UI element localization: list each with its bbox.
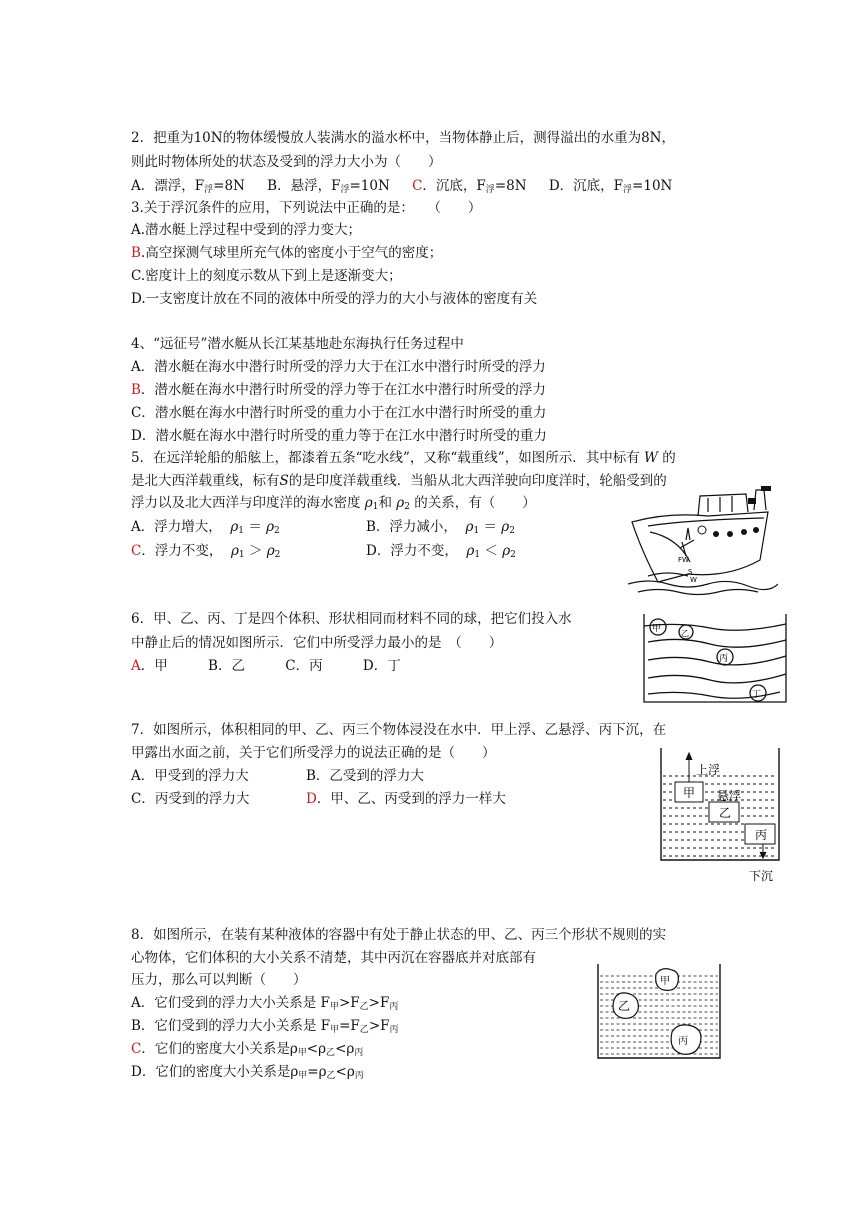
q8-option-b: B．它们受到的浮力大小关系是 $F_甲=F_乙>F_丙$	[131, 1018, 399, 1035]
q6-option-d: D．丁	[362, 658, 401, 674]
q4-option-a: A．潜水艇在海水中潜行时所受的浮力大于在江水中潜行时所受的浮力	[131, 359, 546, 375]
q6-stem-line2: 中静止后的情况如图所示．它们中所受浮力最小的是 （ ）	[131, 635, 503, 651]
q5-stem-line1: 5．在远洋轮船的船舷上，都漆着五条“吃水线”，又称“载重线”，如图所示．其中标有 W 的	[131, 450, 676, 466]
q8-option-d: D．它们的密度大小关系是$\rho_甲=\rho_乙<\rho_丙$	[131, 1064, 364, 1081]
ball-label-yi: 乙	[681, 629, 689, 638]
q6-option-a: A．甲	[131, 658, 168, 674]
object-jia-label: 甲	[660, 976, 670, 987]
q7-option-b: B．乙受到的浮力大	[306, 768, 424, 784]
q8-option-a: A．它们受到的浮力大小关系是 $F_甲>F_乙>F_丙$	[131, 995, 399, 1012]
label-up: 上浮	[696, 763, 721, 777]
q6-option-b: B．乙	[208, 658, 245, 674]
q2-stem-line2: 则此时物体所处的状态及受到的浮力大小为（ ）	[131, 154, 442, 170]
q4-option-d: D．潜水艇在海水中潜行时所受的重力等于在江水中潜行时所受的重力	[131, 428, 547, 444]
q3-stem: 3.关于浮沉条件的应用，下列说法中正确的是： （ ）	[131, 200, 482, 216]
q7-option-d: D．甲、乙、丙受到的浮力一样大	[306, 791, 506, 807]
ship-figure	[628, 482, 778, 597]
q7-stem-line1: 7．如图所示，体积相同的甲、乙、丙三个物体浸没在水中．甲上浮、乙悬浮、丙下沉，在	[131, 722, 667, 738]
q6-option-c: C．丙	[285, 658, 323, 674]
q8-stem-line2: 心物体，它们体积的大小关系不清楚，其中丙沉在容器底并对底部有	[131, 950, 536, 966]
q7-stem-line2: 甲露出水面之前，关于它们所受浮力的说法正确的是（ ）	[131, 745, 496, 761]
q5-option-a: A．浮力增大， $\rho_1 = \rho_2$	[131, 519, 280, 536]
q7-option-a: A．甲受到的浮力大	[131, 768, 249, 784]
object-yi-label: 乙	[618, 999, 631, 1013]
blocks-figure	[655, 744, 785, 882]
ship-label-s: S	[688, 568, 693, 576]
q2-option-b: B．悬浮，$F_浮=10N$	[267, 178, 390, 195]
ship-label-fw: FW	[678, 556, 689, 564]
ship-label-w: W	[690, 576, 697, 584]
q3-option-d: D.一支密度计放在不同的液体中所受的浮力的大小与液体的密度有关	[131, 291, 538, 307]
q5-stem-line2: 是北大西洋载重线，标有S的是印度洋载重线．当船从北大西洋驶向印度洋时，轮船受到的	[131, 473, 667, 489]
q2-option-a: A．漂浮，$F_浮=8N$	[131, 178, 245, 195]
block-bing-label: 丙	[755, 828, 768, 842]
balls-figure	[640, 612, 790, 704]
q2-stem-line1: 2．把重为10N的物体缓慢放人装满水的溢水杯中，当物体静止后，测得溢出的水重为8N，	[131, 130, 675, 146]
ball-label-ding: 丁	[752, 690, 762, 700]
q2-option-c: C．沉底，$F_浮=8N$	[412, 178, 527, 195]
block-yi-label: 乙	[719, 806, 732, 820]
q2-options	[131, 176, 672, 200]
container-figure	[592, 962, 726, 1060]
q8-stem-line3: 压力，那么可以判断（ ）	[131, 972, 307, 988]
q4-option-b: B．潜水艇在海水中潜行时所受的浮力等于在江水中潜行时所受的浮力	[131, 382, 546, 398]
q5-option-b: B．浮力减小， $\rho_1 = \rho_2$	[366, 519, 515, 536]
q5-option-d: D．浮力不变， $\rho_1 < \rho_2$	[366, 543, 516, 560]
q3-option-c: C.密度计上的刻度示数从下到上是逐渐变大；	[131, 268, 402, 284]
q3-option-a: A.潜水艇上浮过程中受到的浮力变大；	[131, 222, 362, 238]
label-down: 下沉	[749, 869, 774, 882]
q8-option-c: C．它们的密度大小关系是$\rho_甲<\rho_乙<\rho_丙$	[131, 1041, 364, 1058]
q3-option-b: B.高空探测气球里所充气体的密度小于空气的密度；	[131, 245, 443, 261]
ball-label-bing: 丙	[719, 654, 729, 664]
q5-stem-line3: 浮力以及北大西洋与印度洋的海水密度 $\rho_1$和 $\rho_2$ 的关系，有（ ）	[131, 495, 536, 512]
q6-options	[131, 656, 401, 676]
object-bing-label: 丙	[678, 1036, 688, 1047]
q7-option-c: C．丙受到的浮力大	[131, 791, 250, 807]
q4-option-c: C．潜水艇在海水中潜行时所受的重力小于在江水中潜行时所受的重力	[131, 405, 547, 421]
ball-label-jia: 甲	[652, 624, 662, 634]
block-jia-label: 甲	[683, 786, 696, 800]
label-hover: 悬浮	[717, 789, 742, 803]
q2-option-d: D．沉底，$F_浮=10N$	[548, 178, 673, 195]
q4-stem: 4、“远征号”潜水艇从长江某基地赴东海执行任务过程中	[131, 336, 464, 352]
q8-stem-line1: 8．如图所示，在装有某种液体的容器中有处于静止状态的甲、乙、丙三个形状不规则的实	[131, 927, 667, 943]
q5-option-c: C．浮力不变， $\rho_1 > \rho_2$	[131, 543, 281, 560]
q6-stem-line1: 6．甲、乙、丙、丁是四个体积、形状相同而材料不同的球，把它们投入水	[131, 611, 572, 627]
